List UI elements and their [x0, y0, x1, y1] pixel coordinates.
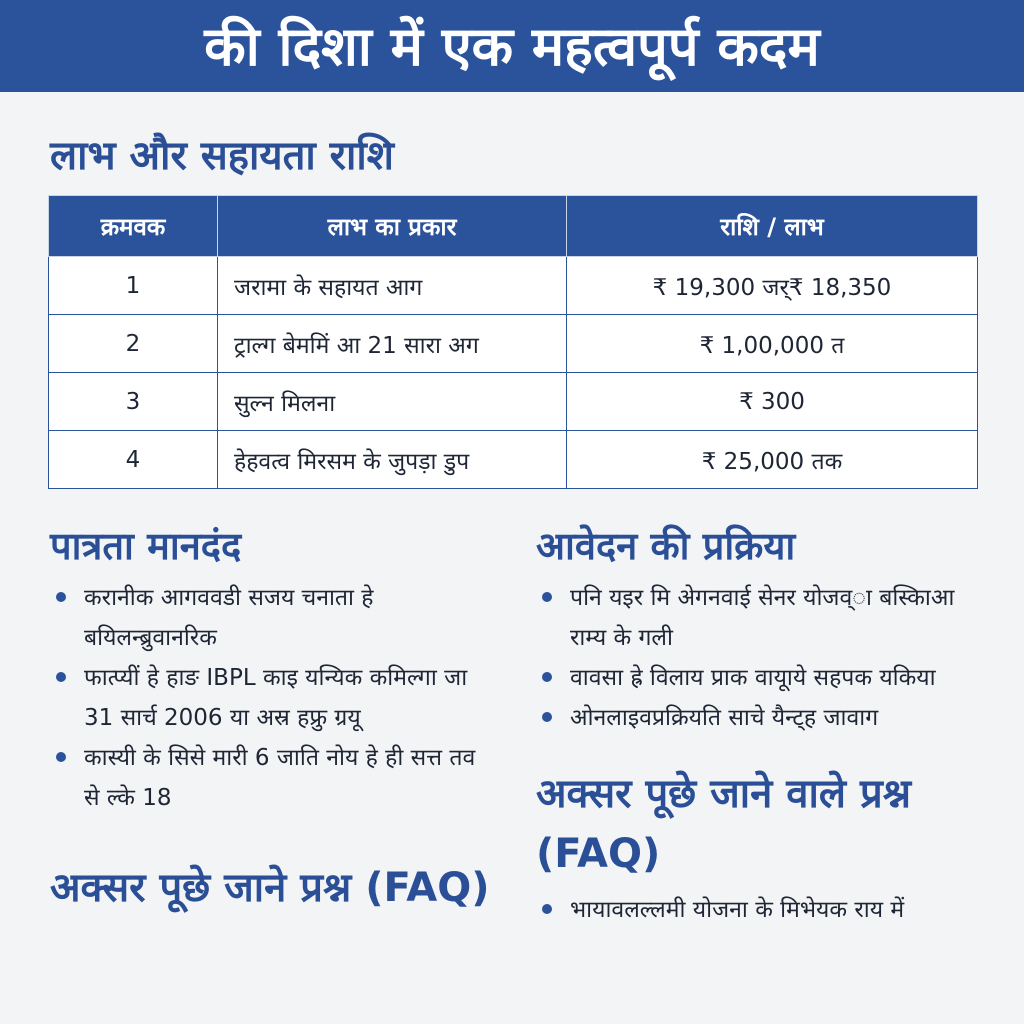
list-item-text: करानीक आगववडी सजय चनाता हे बयिलन्ब्रुवानरिक	[84, 585, 374, 651]
bullet-icon	[542, 712, 552, 722]
list-item-text: पनि यइर मि अेगनवाई सेनर योजव्ा बस्किाआ राम्य के गली	[570, 585, 955, 651]
bullet-icon	[542, 904, 552, 914]
list-item-text: फात्प्यीं हे हाङ IBPL काइ यन्यिक कमिल्गा जा 31 सार्च 2006 या अस्र हफ्रु ग्रयू	[84, 665, 468, 731]
table-row	[49, 257, 978, 315]
row-serial: 3	[49, 373, 218, 431]
eligibility-section-title: पात्रता मानदंद	[50, 524, 242, 568]
faq-section-title-left: अक्सर पूछे जाने प्रश्न (FAQ)	[50, 865, 490, 911]
list-item	[50, 738, 490, 818]
row-benefit-type: हेहवत्व मिरसम के जुपड़ा डुप	[218, 431, 567, 489]
process-section-title: आवेदन की प्रक्रिया	[536, 524, 796, 568]
row-amount: ₹ 300	[567, 373, 978, 431]
list-item-text: भायावलल्लमी योजना के मिभेयक राय में	[570, 897, 905, 923]
faq-list	[536, 890, 986, 930]
list-item	[536, 658, 986, 698]
row-serial: 1	[49, 257, 218, 315]
row-benefit-type: जरामा के सहायत आग	[218, 257, 567, 315]
list-item	[50, 578, 490, 658]
list-item	[536, 578, 986, 658]
list-item	[536, 890, 986, 930]
list-item-text: ओनलाइवप्रक्रियति साचे यैन्ट्ह जावाग	[570, 705, 879, 731]
column-header-amount: राशि / लाभ	[567, 196, 978, 257]
bullet-icon	[56, 672, 66, 682]
column-header-serial: क्रमवक	[49, 196, 218, 257]
row-serial: 2	[49, 315, 218, 373]
bullet-icon	[56, 752, 66, 762]
eligibility-list	[50, 578, 490, 818]
table-row	[49, 373, 978, 431]
row-benefit-type: सुल्न मिलना	[218, 373, 567, 431]
list-item-text: वावसा ह्रे विलाय प्राक वायूाये सहपक यकिया	[570, 665, 936, 691]
list-item	[50, 658, 490, 738]
table-row	[49, 431, 978, 489]
bullet-icon	[542, 672, 552, 682]
table-row	[49, 315, 978, 373]
banner-title: की दिशा में एक महत्वपूर्प कदम	[204, 15, 820, 78]
right-column	[536, 520, 986, 930]
row-amount: ₹ 1,00,000 त	[567, 315, 978, 373]
left-column	[50, 520, 490, 924]
bullet-icon	[56, 592, 66, 602]
list-item	[536, 698, 986, 738]
column-header-benefit-type: लाभ का प्रकार	[218, 196, 567, 257]
row-serial: 4	[49, 431, 218, 489]
list-item-text: कास्यी के सिसे मारी 6 जाति नोय हे ही सत्त तव से ल्के 18	[84, 745, 476, 811]
process-list	[536, 578, 986, 738]
bullet-icon	[542, 592, 552, 602]
row-benefit-type: ट्राल्ग बेममिं आ 21 सारा अग	[218, 315, 567, 373]
row-amount: ₹ 25,000 तक	[567, 431, 978, 489]
benefits-section-title: लाभ और सहायता राशि	[50, 133, 394, 179]
table-header-row	[49, 196, 978, 257]
faq-section-title-right: अक्सर पूछे जाने वाले प्रश्न (FAQ)	[536, 771, 911, 877]
header-banner	[0, 0, 1024, 92]
benefits-table	[48, 195, 978, 489]
row-amount: ₹ 19,300 जर्₹ 18,350	[567, 257, 978, 315]
